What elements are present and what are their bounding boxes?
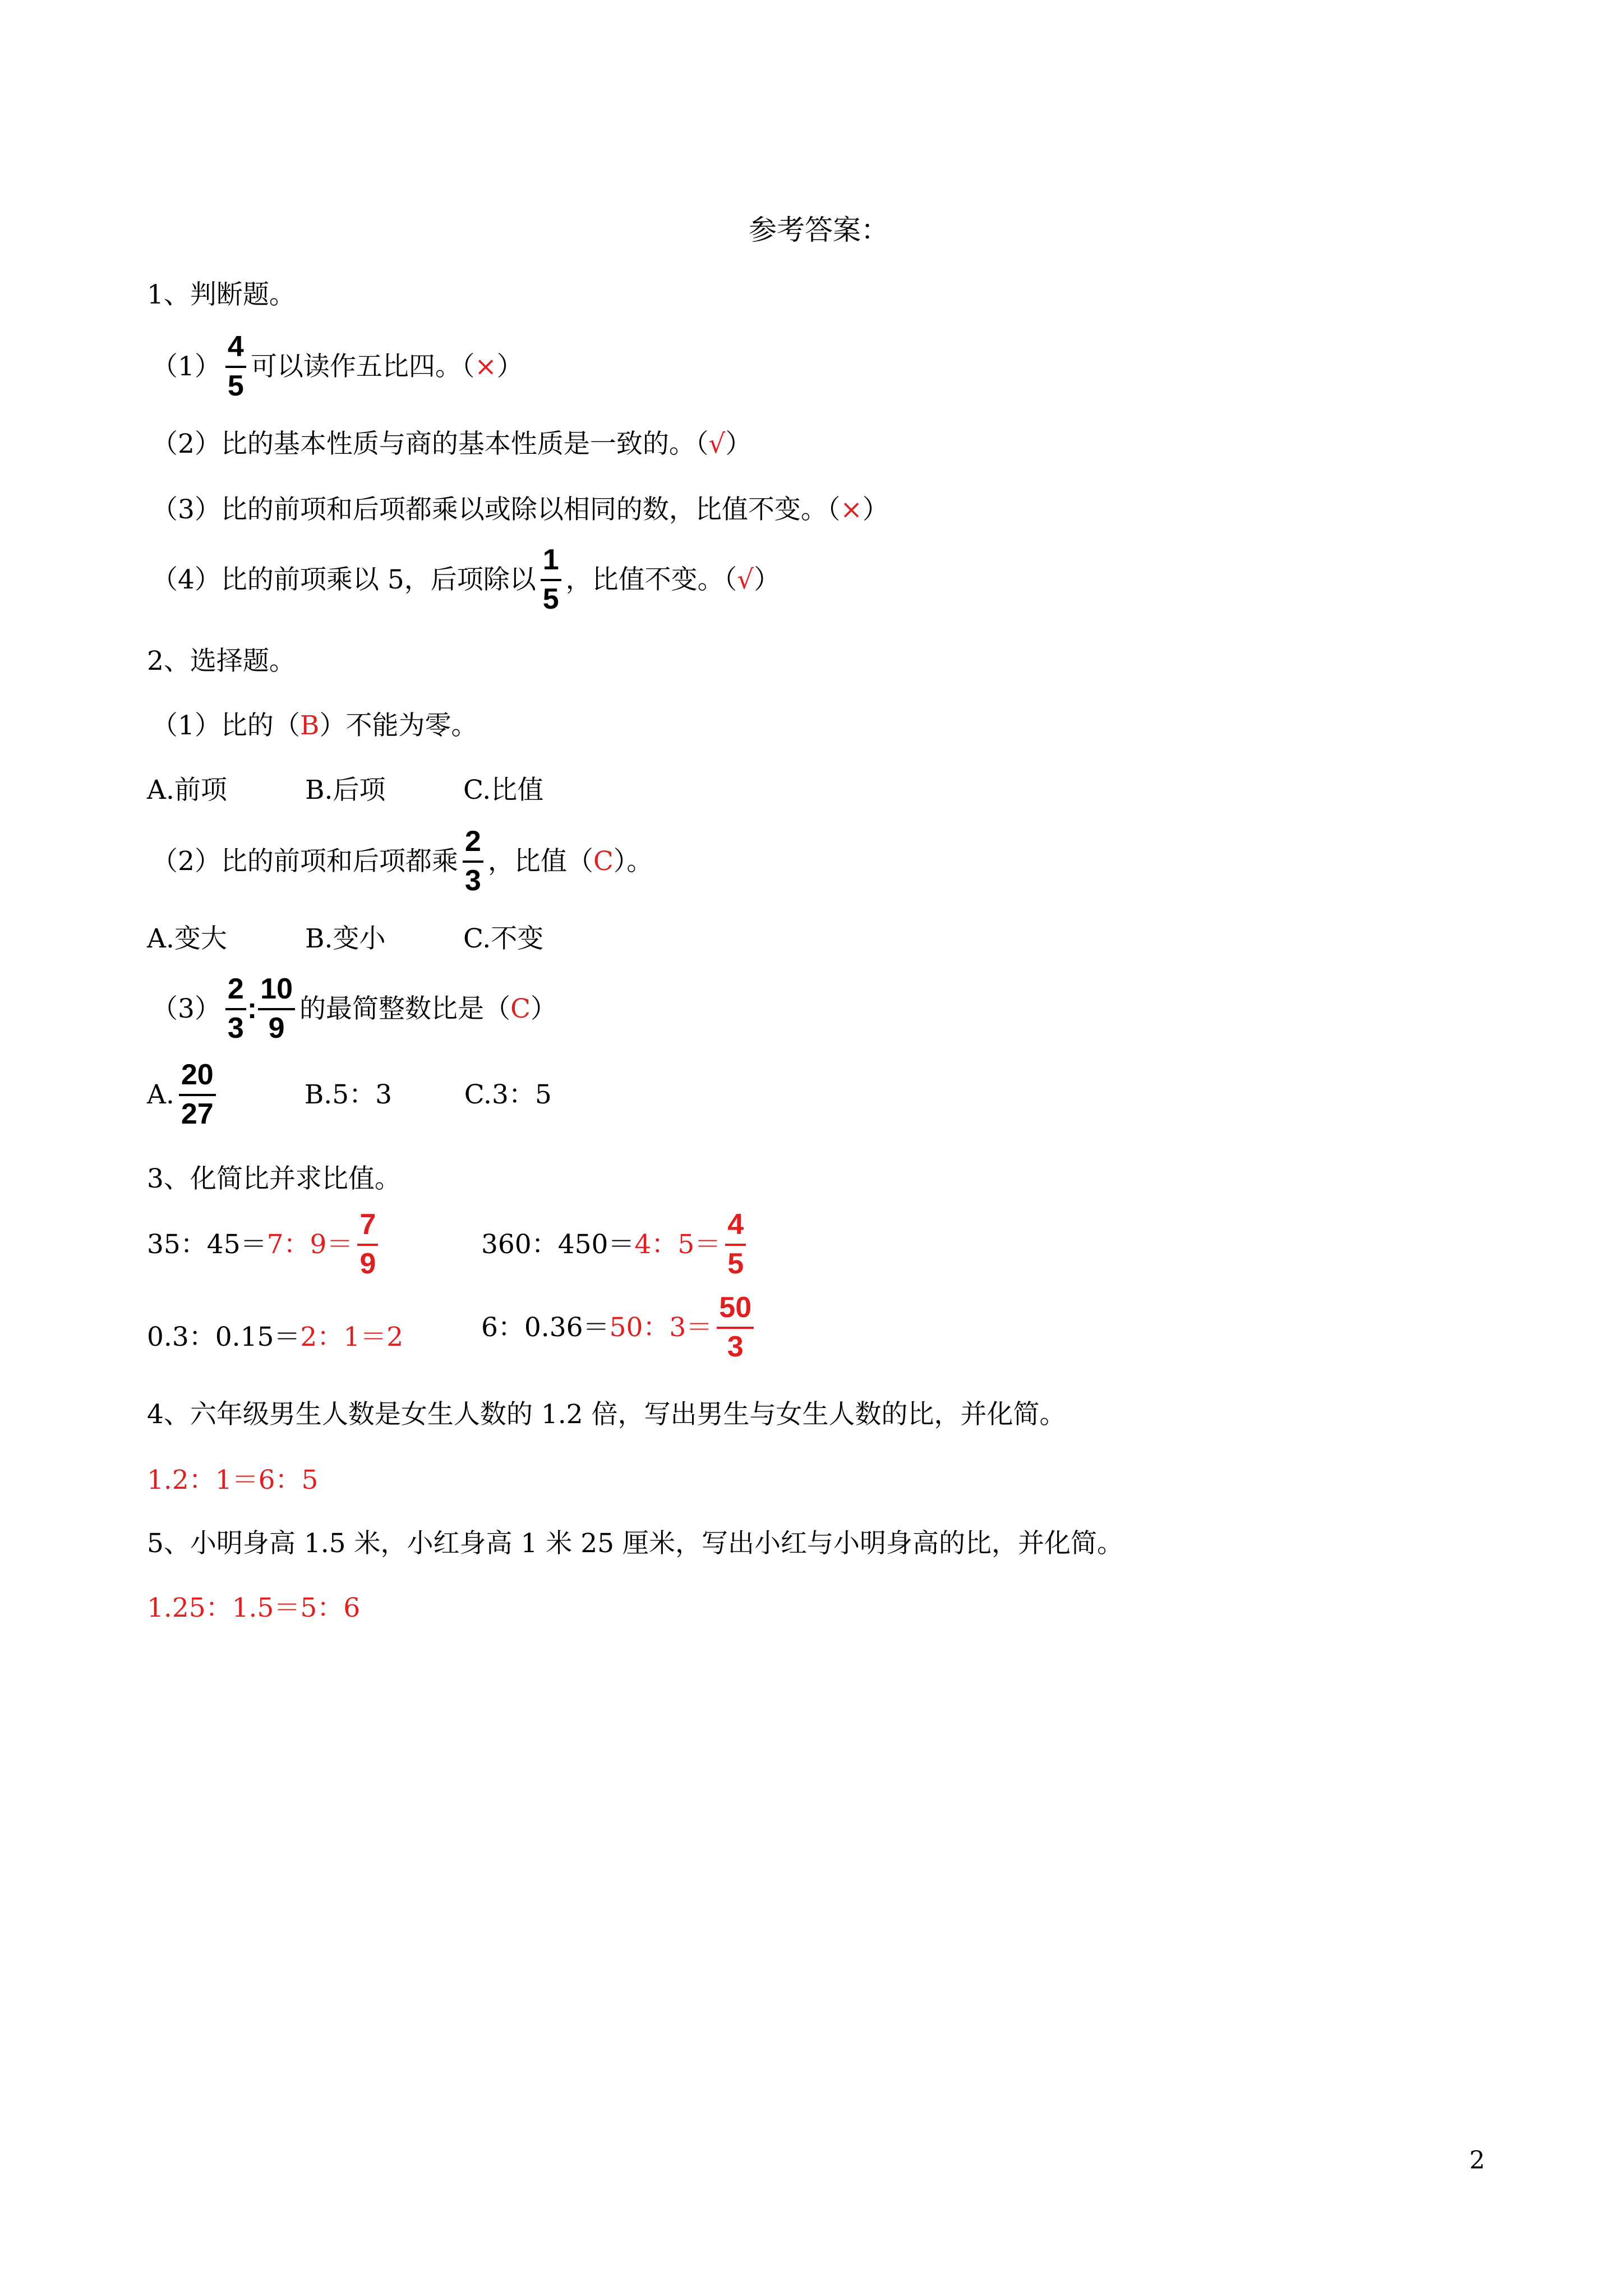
q1-item-3	[151, 496, 889, 523]
fraction-numerator: 20	[181, 1059, 214, 1091]
fraction-bar	[179, 1094, 216, 1096]
answer-mark: √	[708, 429, 726, 459]
answer-title: 参考答案：	[749, 214, 889, 246]
option-b: B.后项	[305, 775, 386, 806]
fraction-denominator: 5	[227, 370, 244, 403]
fraction-numerator: 4	[227, 330, 244, 363]
fraction-denominator: 3	[464, 864, 481, 898]
option-a: A.变大	[147, 923, 227, 954]
fraction-bar	[717, 1327, 754, 1329]
q2-item-1-prefix: （1）比的（	[151, 710, 300, 741]
option-c: C.不变	[463, 923, 544, 954]
q4-answer-text: 1.2：1＝6：5	[147, 1465, 319, 1496]
page-number: 2	[1469, 2146, 1485, 2175]
ratio-answer: 7：9＝	[266, 1228, 353, 1260]
q1-item-2	[151, 431, 751, 457]
q2-item-3-options	[147, 1059, 552, 1130]
q2-heading-text: 2、选择题。	[147, 646, 296, 677]
q5-answer-text: 1.25：1.5＝5：6	[147, 1593, 361, 1623]
fraction-bar	[258, 1008, 295, 1010]
fraction-denominator: 3	[227, 1012, 244, 1045]
fraction-numerator: 10	[260, 973, 293, 1005]
fraction-denominator: 3	[727, 1331, 744, 1364]
fraction-numerator: 7	[359, 1208, 376, 1241]
q2-item-3-mid: 的最简整数比是（	[299, 993, 510, 1024]
q3-heading-text: 3、化简比并求比值。	[147, 1163, 401, 1194]
q3-ratio-c	[147, 1324, 403, 1350]
close-paren: ）	[862, 494, 889, 525]
answer-letter: C	[510, 993, 531, 1024]
q1-item-4-text: ，比值不变。（	[565, 564, 737, 595]
fraction-4-5	[225, 331, 246, 402]
q2-item-2-mid: ，比值（	[487, 845, 593, 877]
close-paren: ）	[725, 429, 752, 459]
fraction-50-3	[717, 1292, 754, 1363]
q4-answer	[147, 1465, 319, 1496]
q2-item-2	[151, 826, 653, 896]
q2-item-3	[151, 973, 557, 1044]
answer-mark: √	[737, 564, 754, 595]
q1-item-1-prefix: （1）	[151, 351, 221, 382]
fraction-numerator: 4	[727, 1208, 744, 1241]
option-a: A.前项	[147, 775, 227, 806]
q1-item-3-text: （3）比的前项和后项都乘以或除以相同的数，比值不变。（	[151, 494, 841, 525]
q1-item-2-text: （2）比的基本性质与商的基本性质是一致的。（	[151, 429, 709, 459]
fraction-denominator: 5	[542, 583, 559, 616]
fraction-bar	[225, 366, 246, 368]
fraction-bar	[725, 1244, 746, 1246]
q3-ratio-a	[147, 1209, 382, 1280]
answer-letter: C	[593, 845, 614, 877]
option-c: C.比值	[463, 775, 544, 806]
q1-item-4-prefix: （4）比的前项乘以 5，后项除以	[151, 564, 536, 595]
fraction-numerator: 2	[227, 973, 244, 1005]
fraction-denominator: 9	[359, 1248, 376, 1281]
close-paren: ）	[754, 564, 781, 595]
ratio-question: 360：450＝	[481, 1228, 635, 1260]
fraction-numerator: 2	[464, 825, 481, 858]
fraction-10-9	[258, 973, 295, 1044]
ratio-question: 6：0.36＝	[481, 1312, 610, 1343]
fraction-numerator: 1	[542, 544, 559, 576]
q1-heading	[147, 279, 296, 310]
q1-item-4	[151, 544, 780, 615]
q4-heading	[147, 1401, 1066, 1428]
q1-item-1-text: 可以读作五比四。（	[250, 351, 475, 382]
ratio-colon: :	[247, 992, 257, 1025]
q2-item-1	[151, 712, 477, 739]
q2-heading	[147, 646, 296, 677]
option-b: B.变小	[305, 923, 386, 954]
option-a-label: A.	[147, 1079, 174, 1110]
answer-mark: ×	[474, 351, 497, 382]
close-paren: ）	[496, 351, 523, 382]
fraction-bar	[463, 861, 483, 863]
q3-heading	[147, 1163, 401, 1194]
q5-answer	[147, 1595, 360, 1621]
fraction-7-9	[357, 1209, 378, 1280]
answer-letter: B	[299, 710, 320, 741]
q2-item-3-prefix: （3）	[151, 993, 221, 1024]
q5-heading-text: 5、小明身高 1.5 米，小红身高 1 米 25 厘米，写出小红与小明身高的比，并化简。	[147, 1528, 1123, 1559]
option-b: B.5：3	[304, 1079, 393, 1110]
q3-ratio-b	[481, 1209, 750, 1280]
q2-item-3-suffix: ）	[530, 993, 557, 1024]
fraction-bar	[357, 1244, 378, 1246]
q2-item-1-options	[147, 775, 544, 806]
ratio-answer: 2：1＝2	[300, 1322, 404, 1352]
ratio-answer: 4：5＝	[634, 1228, 721, 1260]
fraction-bar	[225, 1008, 246, 1010]
q5-heading	[147, 1530, 1123, 1557]
q4-heading-text: 4、六年级男生人数是女生人数的 1.2 倍，写出男生与女生人数的比，并化简。	[147, 1399, 1066, 1430]
fraction-2-3	[225, 973, 246, 1044]
fraction-bar	[541, 579, 561, 581]
answer-mark: ×	[840, 494, 863, 525]
q1-heading-text: 1、判断题。	[147, 279, 296, 310]
ratio-question: 35：45＝	[147, 1228, 267, 1260]
q2-item-2-options	[147, 923, 544, 954]
fraction-numerator: 50	[719, 1291, 752, 1324]
fraction-20-27	[179, 1059, 216, 1130]
fraction-2-3	[463, 826, 483, 896]
ratio-question: 0.3：0.15＝	[147, 1322, 301, 1352]
q1-item-1	[151, 331, 523, 402]
fraction-denominator: 9	[268, 1012, 285, 1045]
q2-item-1-suffix: ）不能为零。	[319, 710, 478, 741]
fraction-denominator: 5	[727, 1248, 744, 1281]
q3-ratio-d	[481, 1292, 758, 1363]
ratio-answer: 50：3＝	[609, 1312, 713, 1343]
fraction-1-5	[541, 544, 561, 615]
q2-item-2-suffix: ）。	[613, 845, 653, 877]
fraction-4-5	[725, 1209, 746, 1280]
option-c: C.3：5	[464, 1079, 552, 1110]
q2-item-2-prefix: （2）比的前项和后项都乘	[151, 845, 458, 877]
fraction-denominator: 27	[181, 1098, 214, 1131]
